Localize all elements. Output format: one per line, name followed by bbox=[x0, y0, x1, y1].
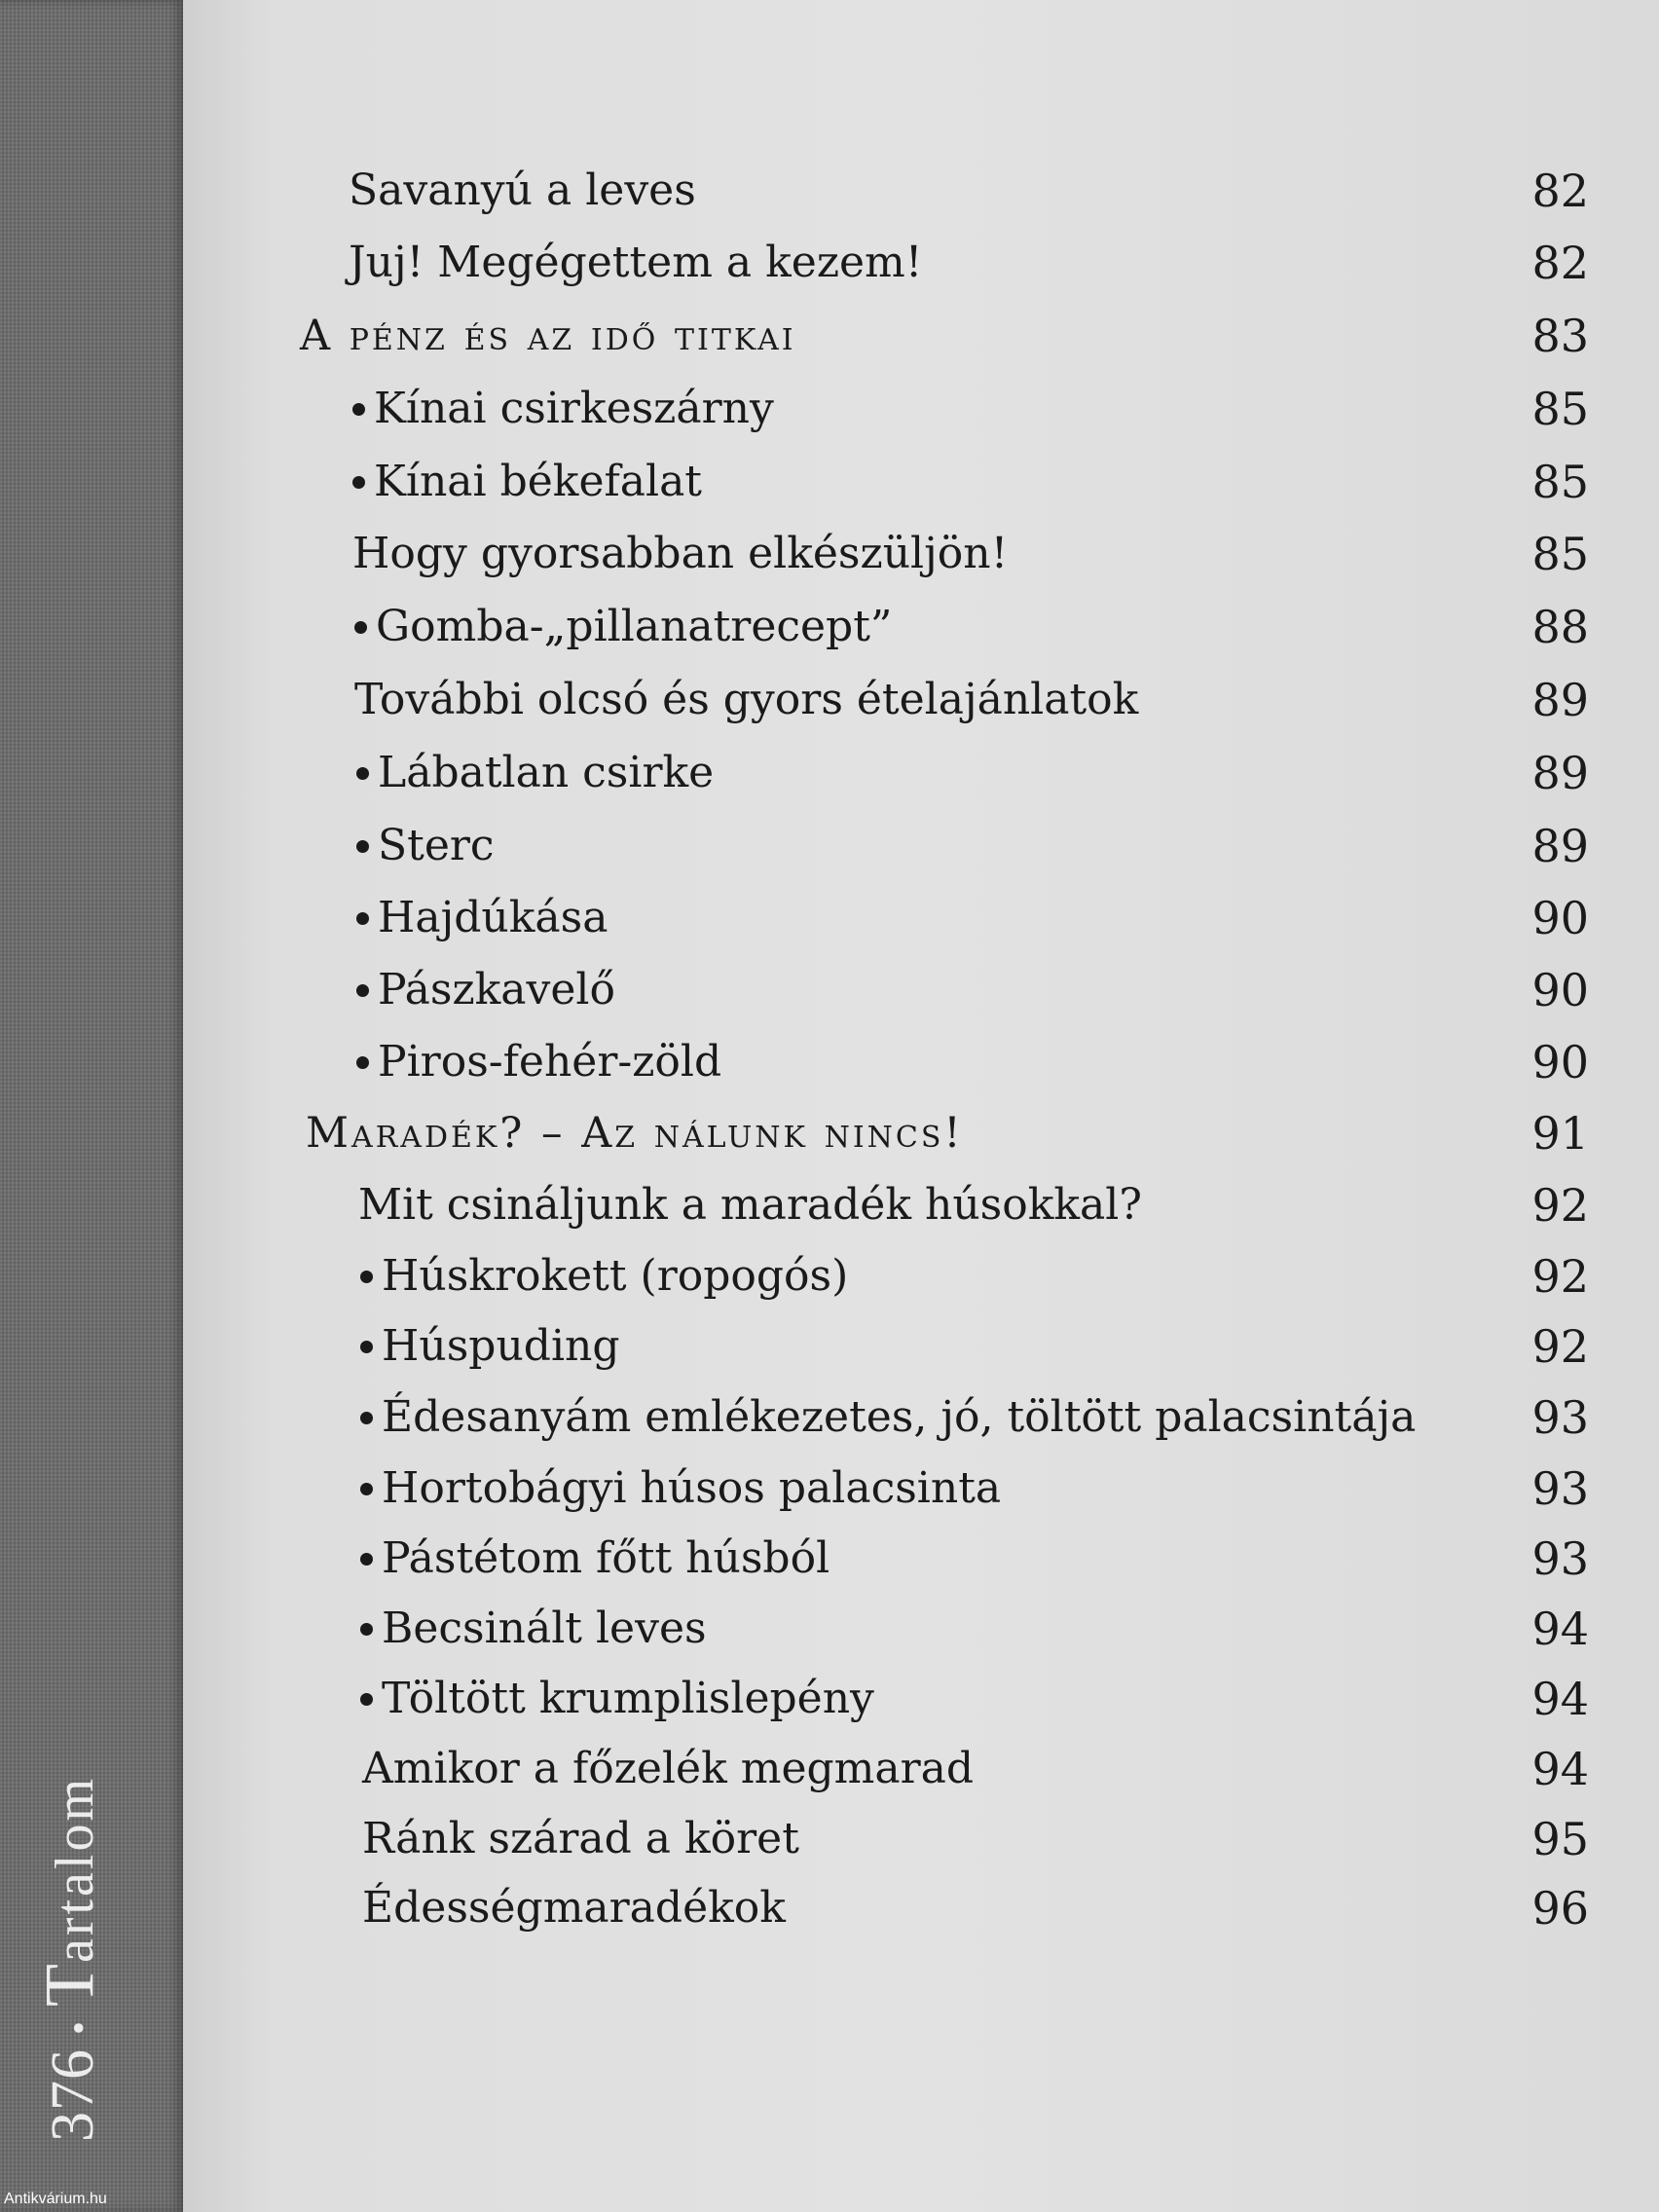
toc-entry bbox=[0, 1315, 1659, 1378]
bullet-icon bbox=[356, 984, 369, 997]
toc-entry-title-text: Hajdúkása bbox=[378, 893, 608, 942]
toc-entry bbox=[0, 1386, 1659, 1449]
toc-entry-title: Savanyú a leves bbox=[349, 166, 696, 215]
bullet-icon bbox=[360, 1553, 373, 1566]
toc-entry-title bbox=[356, 742, 714, 804]
bullet-icon bbox=[356, 1056, 369, 1069]
toc-entry-title bbox=[354, 596, 892, 658]
toc-entry bbox=[0, 451, 1659, 513]
toc-entry bbox=[0, 1598, 1659, 1660]
bullet-icon bbox=[352, 476, 365, 489]
bullet-icon bbox=[356, 767, 369, 780]
toc-entry bbox=[0, 1738, 1659, 1800]
toc-entry-title-text: Becsinált leves bbox=[382, 1604, 707, 1653]
toc-entry bbox=[0, 596, 1659, 658]
toc-entry-page: 90 bbox=[1531, 1036, 1589, 1088]
toc-entry-title-text: Húskrokett (ropogós) bbox=[382, 1251, 849, 1301]
toc-entry bbox=[0, 669, 1659, 731]
toc-entry-page: 91 bbox=[1531, 1107, 1589, 1160]
toc-entry-title bbox=[360, 1315, 620, 1378]
toc-entry-page: 90 bbox=[1531, 964, 1589, 1016]
toc-entry-title bbox=[352, 378, 774, 440]
toc-entry bbox=[0, 523, 1659, 585]
toc-entry bbox=[0, 815, 1659, 877]
toc-entry-page: 93 bbox=[1531, 1532, 1589, 1585]
toc-entry-title bbox=[356, 959, 615, 1021]
bullet-icon bbox=[360, 1341, 373, 1353]
toc-entry-page: 90 bbox=[1531, 892, 1589, 944]
running-head-page-number: 376 bbox=[40, 2048, 106, 2142]
toc-entry-title-text: Pászkavelő bbox=[378, 965, 615, 1014]
toc-entry-title-text: Piros-fehér-zöld bbox=[378, 1037, 722, 1087]
toc-entry bbox=[0, 232, 1659, 294]
running-head-title-initial: T bbox=[30, 1963, 108, 2007]
toc-entry-title-text: Húspuding bbox=[382, 1321, 620, 1371]
bullet-icon bbox=[360, 1693, 373, 1706]
watermark-credit: Antikvárium.hu bbox=[4, 2191, 107, 2207]
toc-entry-title-text: Lábatlan csirke bbox=[378, 748, 715, 797]
toc-entry-title: Mit csináljunk a maradék húsokkal? bbox=[358, 1180, 1142, 1230]
running-head-title-rest: artalom bbox=[45, 1775, 105, 1963]
toc-entry-title-text: Kínai csirkeszárny bbox=[374, 384, 774, 433]
toc-entry-page: 89 bbox=[1531, 820, 1589, 872]
toc-entry-title: Juj! Megégettem a kezem! bbox=[349, 238, 923, 287]
toc-entry bbox=[0, 160, 1659, 222]
toc-entry-title bbox=[356, 887, 608, 949]
toc-entry bbox=[0, 887, 1659, 949]
toc-entry bbox=[0, 1031, 1659, 1093]
toc-entry bbox=[0, 378, 1659, 440]
toc-entry bbox=[0, 959, 1659, 1021]
toc-entry-page: 85 bbox=[1531, 528, 1589, 580]
toc-entry-title bbox=[356, 815, 495, 877]
toc-entry bbox=[0, 1528, 1659, 1590]
toc-entry-title bbox=[360, 1528, 830, 1590]
toc-entry-title-text: Sterc bbox=[378, 821, 495, 870]
toc-entry-page: 96 bbox=[1531, 1882, 1589, 1935]
toc-entry-page: 82 bbox=[1531, 237, 1589, 289]
toc-entry-title bbox=[360, 1598, 707, 1660]
toc-entry-page: 93 bbox=[1531, 1391, 1589, 1444]
toc-entry-title bbox=[356, 1031, 721, 1093]
toc-entry bbox=[0, 1808, 1659, 1870]
toc-entry-title: Ránk szárad a köret bbox=[362, 1814, 799, 1863]
bullet-icon bbox=[356, 912, 369, 925]
toc-entry-title-text: Gomba-„pillanatrecept” bbox=[376, 602, 893, 651]
toc-entry-page: 89 bbox=[1531, 674, 1589, 726]
toc-entry bbox=[0, 1457, 1659, 1520]
toc-entry-page: 89 bbox=[1531, 747, 1589, 799]
toc-entry-page: 88 bbox=[1531, 601, 1589, 653]
running-head-separator: • bbox=[56, 2019, 101, 2035]
toc-entry-page: 93 bbox=[1531, 1462, 1589, 1515]
toc-entry-title-text: Kínai békefalat bbox=[374, 457, 702, 506]
toc-entry-page: 94 bbox=[1531, 1603, 1589, 1655]
toc-entry-page: 92 bbox=[1531, 1250, 1589, 1303]
bullet-icon bbox=[360, 1483, 373, 1495]
toc-chapter-title: Maradék? – Az nálunk nincs! bbox=[306, 1109, 964, 1158]
bullet-icon bbox=[360, 1412, 373, 1424]
toc-entry-page: 92 bbox=[1531, 1179, 1589, 1232]
toc-entry-page: 83 bbox=[1531, 310, 1589, 362]
toc-entry-title-text: Hortobágyi húsos palacsinta bbox=[382, 1463, 1002, 1513]
bullet-icon bbox=[354, 621, 367, 634]
toc-entry-title: Amikor a főzelék megmarad bbox=[362, 1744, 975, 1793]
toc-entry bbox=[0, 1668, 1659, 1730]
toc-chapter-heading bbox=[0, 1102, 1659, 1164]
toc-entry-page: 85 bbox=[1531, 383, 1589, 435]
toc-entry bbox=[0, 742, 1659, 804]
toc-entry-page: 82 bbox=[1531, 165, 1589, 217]
toc-entry-page: 92 bbox=[1531, 1320, 1589, 1373]
toc-entry-page: 94 bbox=[1531, 1743, 1589, 1795]
toc-entry bbox=[0, 1174, 1659, 1236]
toc-entry-page: 94 bbox=[1531, 1673, 1589, 1725]
toc-entry-title bbox=[360, 1668, 874, 1730]
toc-chapter-title: A pénz és az idő titkai bbox=[300, 312, 796, 360]
toc-entry-title bbox=[352, 451, 702, 513]
toc-entry-title bbox=[360, 1245, 848, 1308]
bullet-icon bbox=[352, 403, 365, 416]
toc-entry-page: 95 bbox=[1531, 1813, 1589, 1865]
toc-entry-title: További olcsó és gyors ételajánlatok bbox=[354, 675, 1139, 724]
toc-entry-title bbox=[360, 1386, 1416, 1449]
bullet-icon bbox=[360, 1271, 373, 1283]
toc-entry-title-text: Töltött krumplislepény bbox=[382, 1674, 874, 1723]
bullet-icon bbox=[360, 1623, 373, 1636]
toc-entry-title: Hogy gyorsabban elkészüljön! bbox=[352, 529, 1009, 578]
toc-entry-title-text: Édesanyám emlékezetes, jó, töltött palacsintája bbox=[382, 1392, 1417, 1442]
toc-entry-title: Édességmaradékok bbox=[362, 1883, 786, 1933]
toc-entry bbox=[0, 1245, 1659, 1308]
toc-chapter-heading bbox=[0, 305, 1659, 367]
toc-entry-title bbox=[360, 1457, 1001, 1520]
bullet-icon bbox=[356, 840, 369, 853]
toc-entry-page: 85 bbox=[1531, 456, 1589, 508]
toc-entry-title-text: Pástétom főtt húsból bbox=[382, 1533, 830, 1583]
toc-entry bbox=[0, 1877, 1659, 1939]
